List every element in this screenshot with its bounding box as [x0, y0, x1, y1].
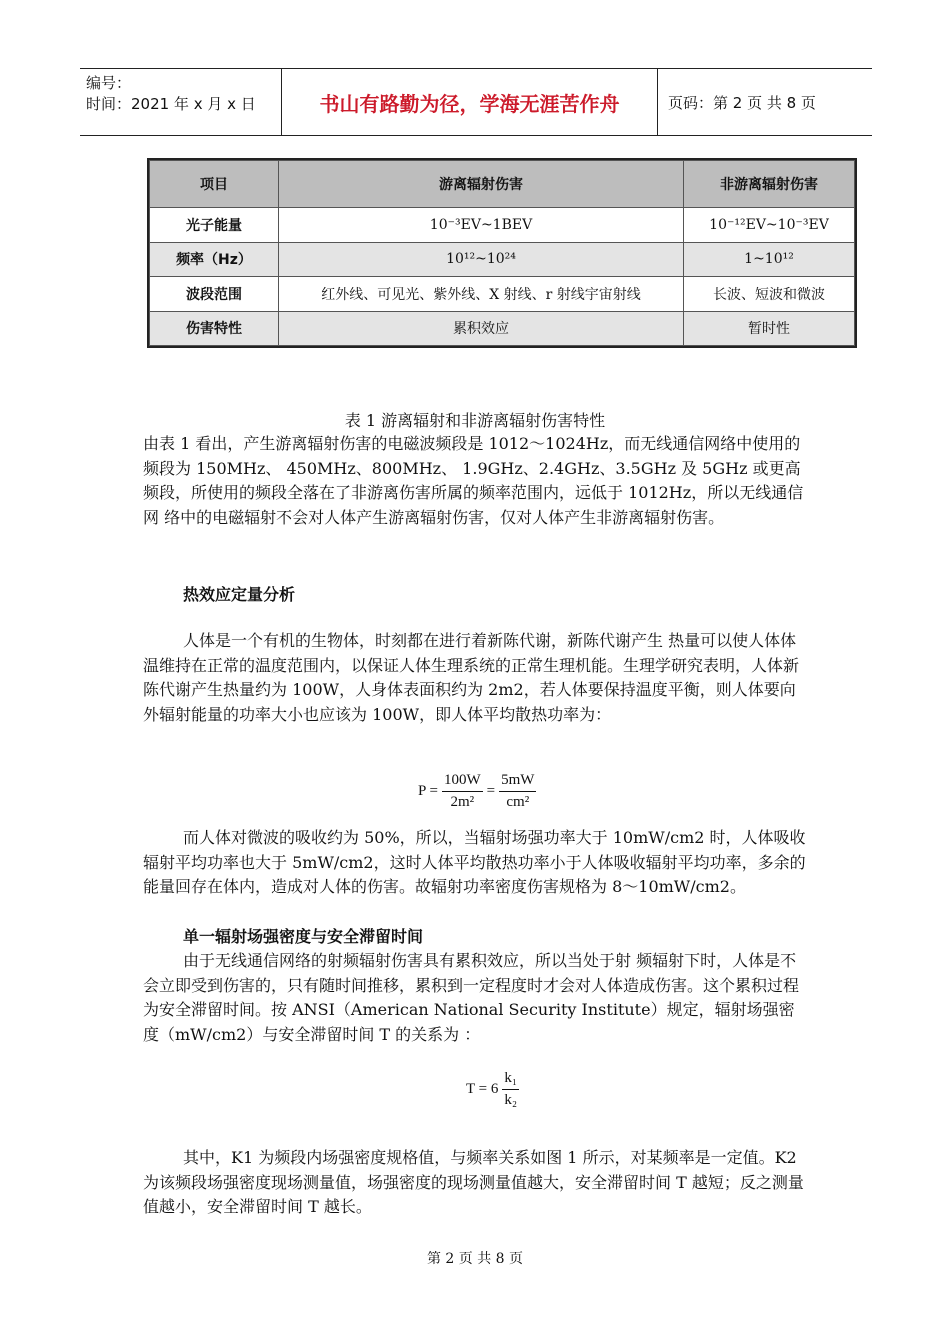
table-cell: 10¹²~10²⁴: [279, 242, 684, 277]
paragraph-1: 由表 1 看出，产生游离辐射伤害的电磁波频段是 1012～1024Hz，而无线通信网络中使用的频段为 150MHz、 450MHz、800MHz、 1.9GHz、2.4GHz、3.5GHz 及 5GHz 或更高频段，所使用的频段全落在了非游离伤害所属的频率范围内，远低于 1012Hz，所以无线通信网 络中的电磁辐射不会对人体产生游离辐射伤害，仅对人体产生非游离辐射伤害。: [143, 434, 804, 527]
page-header: [80, 68, 872, 136]
denominator: 2m²: [450, 794, 475, 810]
paragraph-3: 而人体对微波的吸收约为 50%，所以，当辐射场强功率大于 10mW/cm2 时，人体吸收辐射平均功率也大于 5mW/cm2，这时人体平均散热功率小于人体吸收辐射平均功率，多余的能量回存在体内，造成对人体的伤害。故辐射功率密度伤害规格为 8～10mW/cm2。: [143, 828, 806, 896]
table-cell: 10⁻³EV~1BEV: [279, 208, 684, 243]
fraction: [442, 772, 483, 811]
table-row: [150, 208, 855, 243]
formula-heat-power: [418, 772, 540, 811]
numerator: 100W: [442, 772, 483, 792]
col-header-item: 项目: [150, 161, 279, 208]
paragraph-4: 由于无线通信网络的射频辐射伤害具有累积效应，所以当处于射 频辐射下时，人体是不会立即受到伤害的，只有随时间推移，累积到一定程度时才会对人体造成伤害。这个累积过程为安全滞留时间。按 ANSI（American National Security Institute）规定，辐射场强密度（mW/cm2）与安全滞留时间 T 的关系为 ：: [143, 951, 800, 1044]
table-cell: 累积效应: [279, 311, 684, 346]
heading-field-density: 单一辐射场强密度与安全滞留时间: [183, 927, 424, 946]
table-cell: 1~10¹²: [684, 242, 855, 277]
paragraph-2: 人体是一个有机的生物体，时刻都在进行着新陈代谢，新陈代谢产生 热量可以使人体体温维持在正常的温度范围内，以保证人体生理系统的正常生理机能。生理学研究表明，人体新陈代谢产生热量约为 100W，人身体表面积约为 2m2，若人体要保持温度平衡，则人体要向外辐射能量的功率大小也应该为 100W，即人体平均散热功率为：: [143, 631, 800, 724]
col-header-ionizing: 游离辐射伤害: [279, 161, 684, 208]
row-label: 伤害特性: [150, 311, 279, 346]
table-header-row: [150, 161, 855, 208]
denominator: cm²: [506, 794, 530, 810]
paragraph-5: 其中，K1 为频段内场强密度规格值，与频率关系如图 1 所示，对某频率是一定值。K2 为该频段场强密度现场测量值，场强密度的现场测量值越大，安全滞留时间 T 越短；反之测量值越小，安全滞留时间 T 越长。: [143, 1148, 804, 1216]
motto: 书山有路勤为径，学海无涯苦作舟: [282, 69, 658, 135]
table-cell: 长波、短波和微波: [684, 277, 855, 312]
table-cell: 暂时性: [684, 311, 855, 346]
row-label: 波段范围: [150, 277, 279, 312]
table-row: [150, 242, 855, 277]
equals-sign: =: [486, 783, 496, 799]
formula-safe-time: [466, 1070, 523, 1109]
page-info: 页码：第 2 页 共 8 页: [668, 93, 816, 112]
fraction: [499, 772, 536, 811]
row-label: 频率（Hz）: [150, 242, 279, 277]
formula-lhs: T = 6: [466, 1081, 499, 1097]
radiation-table: [147, 158, 857, 348]
table-cell: 10⁻¹²EV~10⁻³EV: [684, 208, 855, 243]
heading-thermal-effect: 热效应定量分析: [183, 585, 296, 604]
table-row: [150, 277, 855, 312]
row-label: 光子能量: [150, 208, 279, 243]
col-header-nonionizing: 非游离辐射伤害: [684, 161, 855, 208]
table-caption: 表 1 游离辐射和非游离辐射伤害特性: [344, 411, 606, 430]
page-footer: 第 2 页 共 8 页: [426, 1251, 524, 1267]
fraction: [502, 1070, 519, 1109]
header-meta: [80, 69, 282, 135]
number-label: 编号：: [86, 74, 132, 92]
table-row: [150, 311, 855, 346]
time-label: 时间：2021 年 x 月 x 日: [86, 95, 256, 113]
numerator: k₁: [502, 1070, 519, 1090]
formula-lhs: P =: [418, 783, 438, 799]
numerator: 5mW: [499, 772, 536, 792]
table-cell: 红外线、可见光、紫外线、X 射线、r 射线宇宙射线: [279, 277, 684, 312]
denominator: k₂: [504, 1092, 518, 1108]
